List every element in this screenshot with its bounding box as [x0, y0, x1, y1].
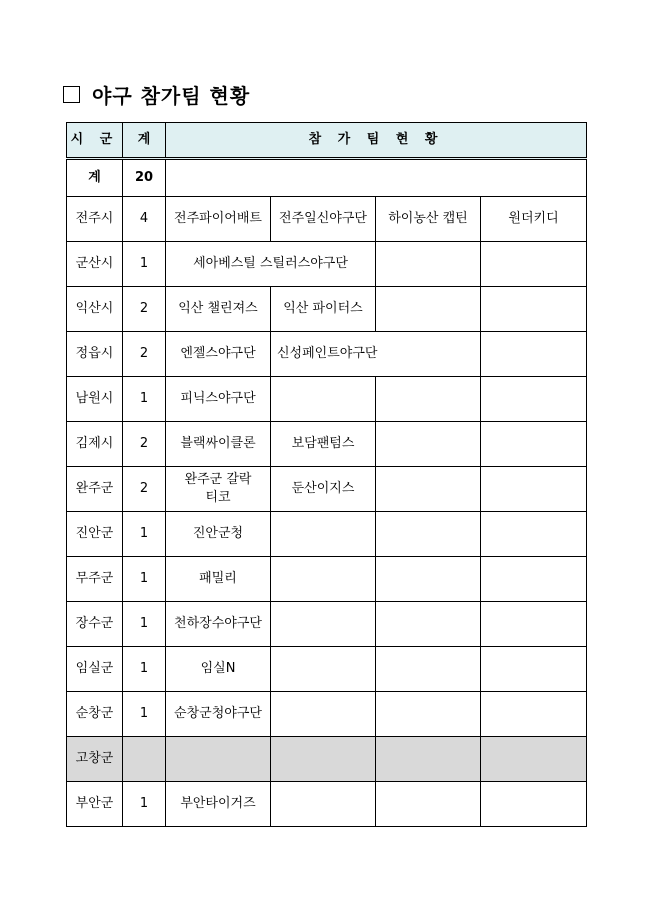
count-cell: 2 — [123, 332, 166, 377]
table-row — [67, 602, 587, 647]
table-row — [67, 557, 587, 602]
team-cell: 익산 챌린져스 — [166, 287, 271, 332]
count-cell: 2 — [123, 287, 166, 332]
team-cell — [481, 242, 587, 287]
title-text: 야구 참가팀 현황 — [92, 83, 251, 108]
team-cell — [481, 377, 587, 422]
team-cell — [481, 737, 587, 782]
region-cell: 고창군 — [67, 737, 123, 782]
team-cell: 익산 파이터스 — [271, 287, 376, 332]
region-cell: 전주시 — [67, 197, 123, 242]
team-cell — [376, 512, 481, 557]
team-cell — [376, 692, 481, 737]
team-cell: 부안타이거즈 — [166, 782, 271, 827]
region-cell: 군산시 — [67, 242, 123, 287]
team-cell — [481, 602, 587, 647]
region-cell: 남원시 — [67, 377, 123, 422]
team-cell — [166, 737, 271, 782]
team-cell — [376, 422, 481, 467]
team-cell — [271, 647, 376, 692]
page-title — [63, 78, 250, 110]
header-teams: 참 가 팀 현 황 — [166, 123, 587, 159]
region-cell: 무주군 — [67, 557, 123, 602]
team-cell — [271, 737, 376, 782]
team-cell — [376, 377, 481, 422]
table-row — [67, 467, 587, 512]
team-cell — [271, 377, 376, 422]
team-cell: 완주군 갈락티코 — [166, 467, 271, 512]
count-cell: 1 — [123, 602, 166, 647]
total-teams-cell — [166, 159, 587, 197]
total-label: 계 — [67, 159, 123, 197]
count-cell: 1 — [123, 377, 166, 422]
count-cell: 1 — [123, 512, 166, 557]
team-cell — [481, 422, 587, 467]
team-cell: 둔산이지스 — [271, 467, 376, 512]
region-cell: 장수군 — [67, 602, 123, 647]
team-cell: 피닉스야구단 — [166, 377, 271, 422]
team-cell: 순창군청야구단 — [166, 692, 271, 737]
team-cell — [376, 242, 481, 287]
region-cell: 김제시 — [67, 422, 123, 467]
total-count: 20 — [123, 159, 166, 197]
team-cell — [376, 557, 481, 602]
table-row — [67, 647, 587, 692]
region-cell: 익산시 — [67, 287, 123, 332]
team-cell — [481, 647, 587, 692]
region-cell: 부안군 — [67, 782, 123, 827]
team-cell — [271, 602, 376, 647]
table-row — [67, 197, 587, 242]
team-status-table — [66, 122, 587, 827]
team-cell — [376, 782, 481, 827]
table-row — [67, 332, 587, 377]
count-cell — [123, 737, 166, 782]
table-row — [67, 512, 587, 557]
team-cell: 진안군청 — [166, 512, 271, 557]
header-count: 계 — [123, 123, 166, 159]
count-cell: 2 — [123, 467, 166, 512]
team-cell — [481, 287, 587, 332]
team-cell — [481, 782, 587, 827]
team-cell — [481, 332, 587, 377]
region-cell: 진안군 — [67, 512, 123, 557]
team-cell: 세아베스틸 스틸러스야구단 — [166, 242, 376, 287]
team-cell — [481, 557, 587, 602]
table-row — [67, 782, 587, 827]
team-cell — [376, 287, 481, 332]
count-cell: 1 — [123, 557, 166, 602]
count-cell: 4 — [123, 197, 166, 242]
team-cell — [271, 782, 376, 827]
region-cell: 완주군 — [67, 467, 123, 512]
checkbox-square-icon — [63, 86, 80, 103]
team-cell: 천하장수야구단 — [166, 602, 271, 647]
team-cell: 전주파이어배트 — [166, 197, 271, 242]
table-row — [67, 422, 587, 467]
team-cell: 원더키디 — [481, 197, 587, 242]
team-cell: 블랙싸이클론 — [166, 422, 271, 467]
table-header-row — [67, 123, 587, 159]
team-cell — [481, 512, 587, 557]
table-row — [67, 287, 587, 332]
team-cell: 엔젤스야구단 — [166, 332, 271, 377]
count-cell: 1 — [123, 242, 166, 287]
team-cell: 임실N — [166, 647, 271, 692]
team-cell: 패밀리 — [166, 557, 271, 602]
team-cell: 보담팬텀스 — [271, 422, 376, 467]
table-row — [67, 692, 587, 737]
count-cell: 1 — [123, 647, 166, 692]
total-row — [67, 159, 587, 197]
count-cell: 1 — [123, 782, 166, 827]
team-cell: 하이농산 캡틴 — [376, 197, 481, 242]
team-cell — [481, 692, 587, 737]
team-cell — [376, 602, 481, 647]
header-region: 시 군 — [67, 123, 123, 159]
count-cell: 1 — [123, 692, 166, 737]
region-cell: 정읍시 — [67, 332, 123, 377]
team-cell — [481, 467, 587, 512]
table-row — [67, 737, 587, 782]
table-row — [67, 377, 587, 422]
region-cell: 순창군 — [67, 692, 123, 737]
team-cell — [271, 557, 376, 602]
team-cell — [271, 692, 376, 737]
team-cell — [271, 512, 376, 557]
table-row — [67, 242, 587, 287]
team-cell: 신성페인트야구단 — [271, 332, 481, 377]
team-cell — [376, 647, 481, 692]
region-cell: 임실군 — [67, 647, 123, 692]
team-cell — [376, 737, 481, 782]
count-cell: 2 — [123, 422, 166, 467]
team-cell: 전주일신야구단 — [271, 197, 376, 242]
team-cell — [376, 467, 481, 512]
